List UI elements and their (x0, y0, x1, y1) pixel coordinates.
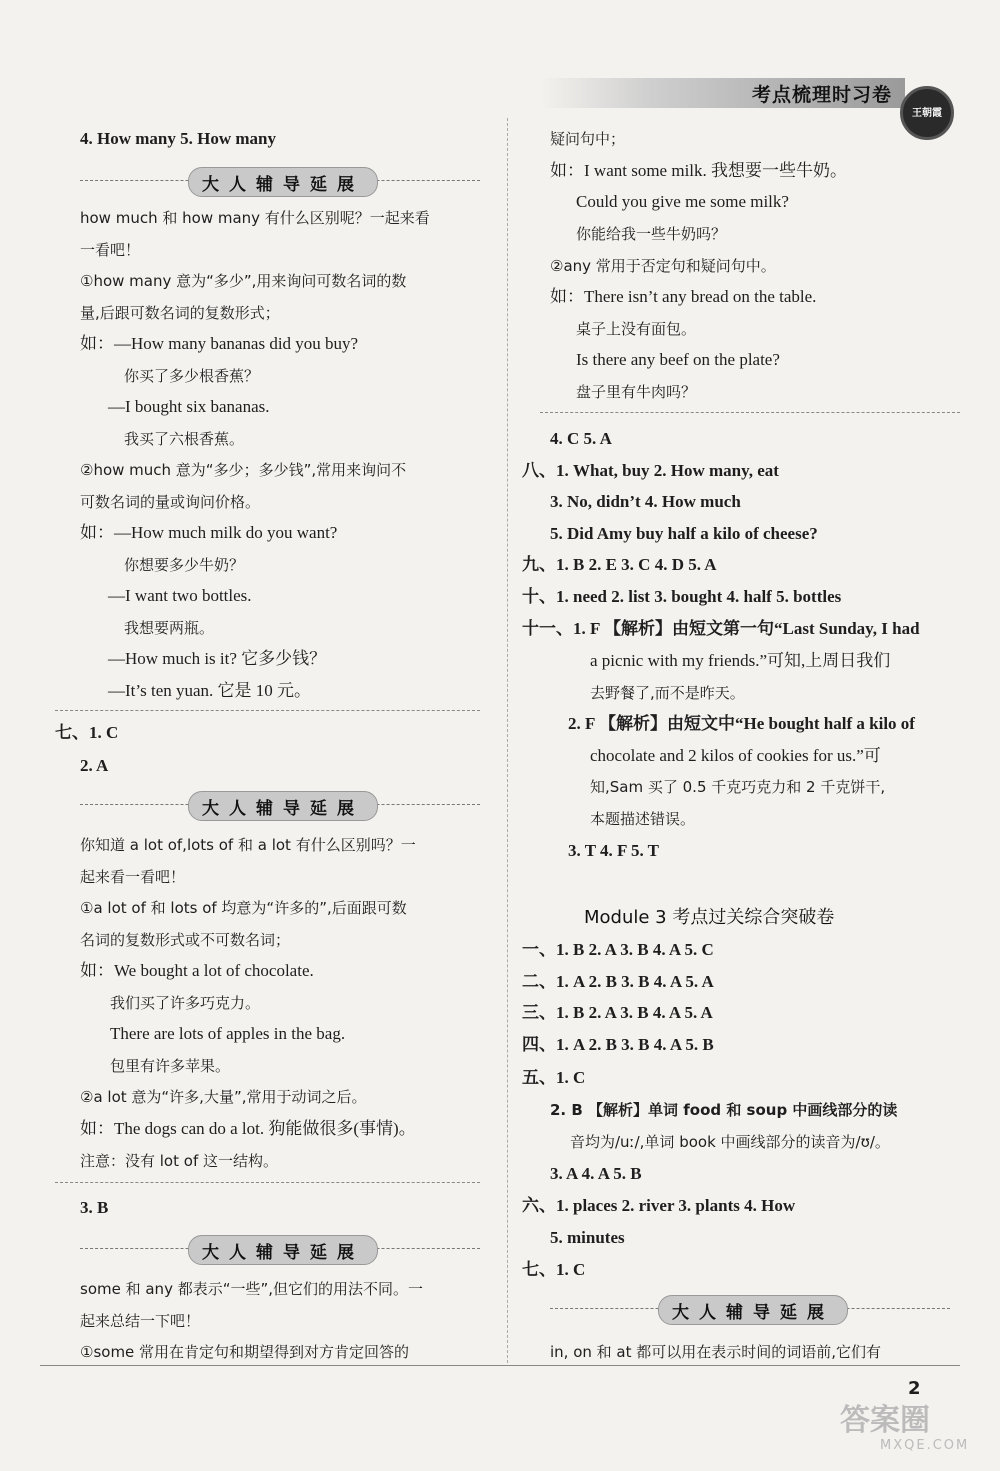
tip-line: 疑问句中； (550, 130, 626, 148)
section-separator (55, 1182, 480, 1183)
answer-line: 3. T 4. F 5. T (568, 841, 660, 860)
tip-line: some 和 any 都表示“一些”,但它们的用法不同。一 (80, 1280, 424, 1298)
banner-label: 大人辅导延展 (188, 167, 378, 197)
tip-line: ②a lot 意为“许多,大量”,常用于动词之后。 (80, 1088, 367, 1106)
tutoring-banner (80, 166, 480, 196)
watermark-url: MXQE.COM (880, 1438, 970, 1453)
example-line: Is there any beef on the plate? (576, 350, 780, 369)
translation-line: 你想要多少牛奶？ (124, 556, 245, 574)
translation-line: 你买了多少根香蕉？ (124, 367, 260, 385)
answer-line: 八、1. What, buy 2. How many, eat (522, 461, 779, 480)
example-line: 如：I want some milk. 我想要一些牛奶。 (550, 161, 848, 180)
answer-line: 九、1. B 2. E 3. C 4. D 5. A (522, 555, 717, 574)
translation-line: 桌子上没有面包。 (576, 320, 697, 338)
explanation-line: 音均为/uː/,单词 book 中画线部分的读音为/ʊ/。 (570, 1133, 890, 1151)
header-title: 考点梳理时习卷 (752, 84, 893, 106)
example-line: —It’s ten yuan. 它是 10 元。 (108, 681, 312, 700)
answer-line: 三、1. B 2. A 3. B 4. A 5. A (522, 1003, 713, 1022)
tip-line: ①some 常用在肯定句和期望得到对方肯定回答的 (80, 1343, 410, 1361)
example-line: There are lots of apples in the bag. (110, 1024, 346, 1043)
example-line: Could you give me some milk? (576, 192, 789, 211)
example-line: —I bought six bananas. (108, 397, 270, 416)
tip-line: 起来总结一下吧！ (80, 1312, 201, 1330)
explanation-line: 本题描述错误。 (590, 810, 696, 828)
example-line: 如：There isn’t any bread on the table. (550, 287, 817, 306)
tutoring-banner (80, 1234, 480, 1264)
explanation-line: chocolate and 2 kilos of cookies for us.”可 (590, 746, 881, 765)
translation-line: 你能给我一些牛奶吗？ (576, 225, 727, 243)
answer-line: 七、1. C (55, 723, 119, 742)
tip-line: 你知道 a lot of,lots of 和 a lot 有什么区别吗？一 (80, 836, 416, 854)
tip-line: ①how many 意为“多少”,用来询问可数名词的数 (80, 272, 407, 290)
tip-line: 一看吧！ (80, 241, 141, 259)
answer-line: 2. A (80, 756, 109, 775)
tip-line: ②any 常用于否定句和疑问句中。 (550, 257, 776, 275)
example-line: 如：The dogs can do a lot. 狗能做很多(事情)。 (80, 1119, 416, 1138)
answer-line: 四、1. A 2. B 3. B 4. A 5. B (522, 1035, 714, 1054)
page-number: 2 (908, 1378, 921, 1399)
tip-line: 起来看一看吧！ (80, 868, 186, 886)
answer-line: 2. B 【解析】单词 food 和 soup 中画线部分的读 (550, 1101, 898, 1119)
answer-line: 5. minutes (550, 1228, 625, 1247)
answer-line: 3. A 4. A 5. B (550, 1164, 642, 1183)
banner-label: 大人辅导延展 (188, 1235, 378, 1265)
example-line: —I want two bottles. (108, 586, 252, 605)
explanation-line: 知,Sam 买了 0.5 千克巧克力和 2 千克饼干, (590, 778, 886, 796)
tutoring-banner (550, 1294, 950, 1324)
footer-rule (40, 1365, 960, 1366)
translation-line: 我们买了许多巧克力。 (110, 994, 261, 1012)
tip-line: 量,后跟可数名词的复数形式； (80, 304, 280, 322)
translation-line: 我想要两瓶。 (124, 619, 215, 637)
answer-line: 5. Did Amy buy half a kilo of cheese? (550, 524, 818, 543)
example-line: 如：We bought a lot of chocolate. (80, 961, 314, 980)
answer-line: 4. C 5. A (550, 429, 612, 448)
banner-label: 大人辅导延展 (658, 1295, 848, 1325)
brand-logo: 王朝霞 (900, 86, 954, 140)
answer-line: 3. No, didn’t 4. How much (550, 492, 741, 511)
watermark-logo: 答案圈 (840, 1403, 930, 1438)
answer-line: 3. B (80, 1198, 109, 1217)
answer-line: 五、1. C (522, 1068, 586, 1087)
explanation-line: a picnic with my friends.”可知,上周日我们 (590, 651, 891, 670)
explanation-line: 去野餐了,而不是昨天。 (590, 684, 745, 702)
translation-line: 包里有许多苹果。 (110, 1057, 231, 1075)
tutoring-banner (80, 790, 480, 820)
translation-line: 盘子里有牛肉吗？ (576, 383, 697, 401)
example-line: —How much is it? 它多少钱？ (108, 649, 327, 668)
tip-line: ②how much 意为“多少；多少钱”,常用来询问不 (80, 461, 407, 479)
answer-line: 六、1. places 2. river 3. plants 4. How (522, 1196, 796, 1215)
tip-line: ①a lot of 和 lots of 均意为“许多的”,后面跟可数 (80, 899, 407, 917)
translation-line: 我买了六根香蕉。 (124, 430, 245, 448)
answer-line: 4. How many 5. How many (80, 129, 276, 148)
section-separator (540, 412, 960, 413)
answer-line: 2. F 【解析】由短文中“He bought half a kilo of (568, 714, 915, 733)
answer-line: 一、1. B 2. A 3. B 4. A 5. C (522, 940, 714, 959)
tip-line: 名词的复数形式或不可数名词； (80, 931, 291, 949)
answer-line: 二、1. A 2. B 3. B 4. A 5. A (522, 972, 714, 991)
section-separator (55, 710, 480, 711)
banner-label: 大人辅导延展 (188, 791, 378, 821)
tip-line: 可数名词的量或询问价格。 (80, 493, 261, 511)
example-line: 如：—How many bananas did you buy? (80, 334, 359, 353)
tip-line: 注意：没有 lot of 这一结构。 (80, 1152, 278, 1170)
answer-line: 七、1. C (522, 1260, 586, 1279)
example-line: 如：—How much milk do you want? (80, 523, 338, 542)
column-divider (507, 118, 509, 1363)
tip-line: how much 和 how many 有什么区别呢？一起来看 (80, 209, 430, 227)
answer-line: 十一、1. F 【解析】由短文第一句“Last Sunday, I had (522, 619, 920, 638)
tip-line: in, on 和 at 都可以用在表示时间的词语前,它们有 (550, 1343, 882, 1361)
module-heading: Module 3 考点过关综合突破卷 (584, 907, 835, 928)
answer-line: 十、1. need 2. list 3. bought 4. half 5. bottles (522, 587, 842, 606)
